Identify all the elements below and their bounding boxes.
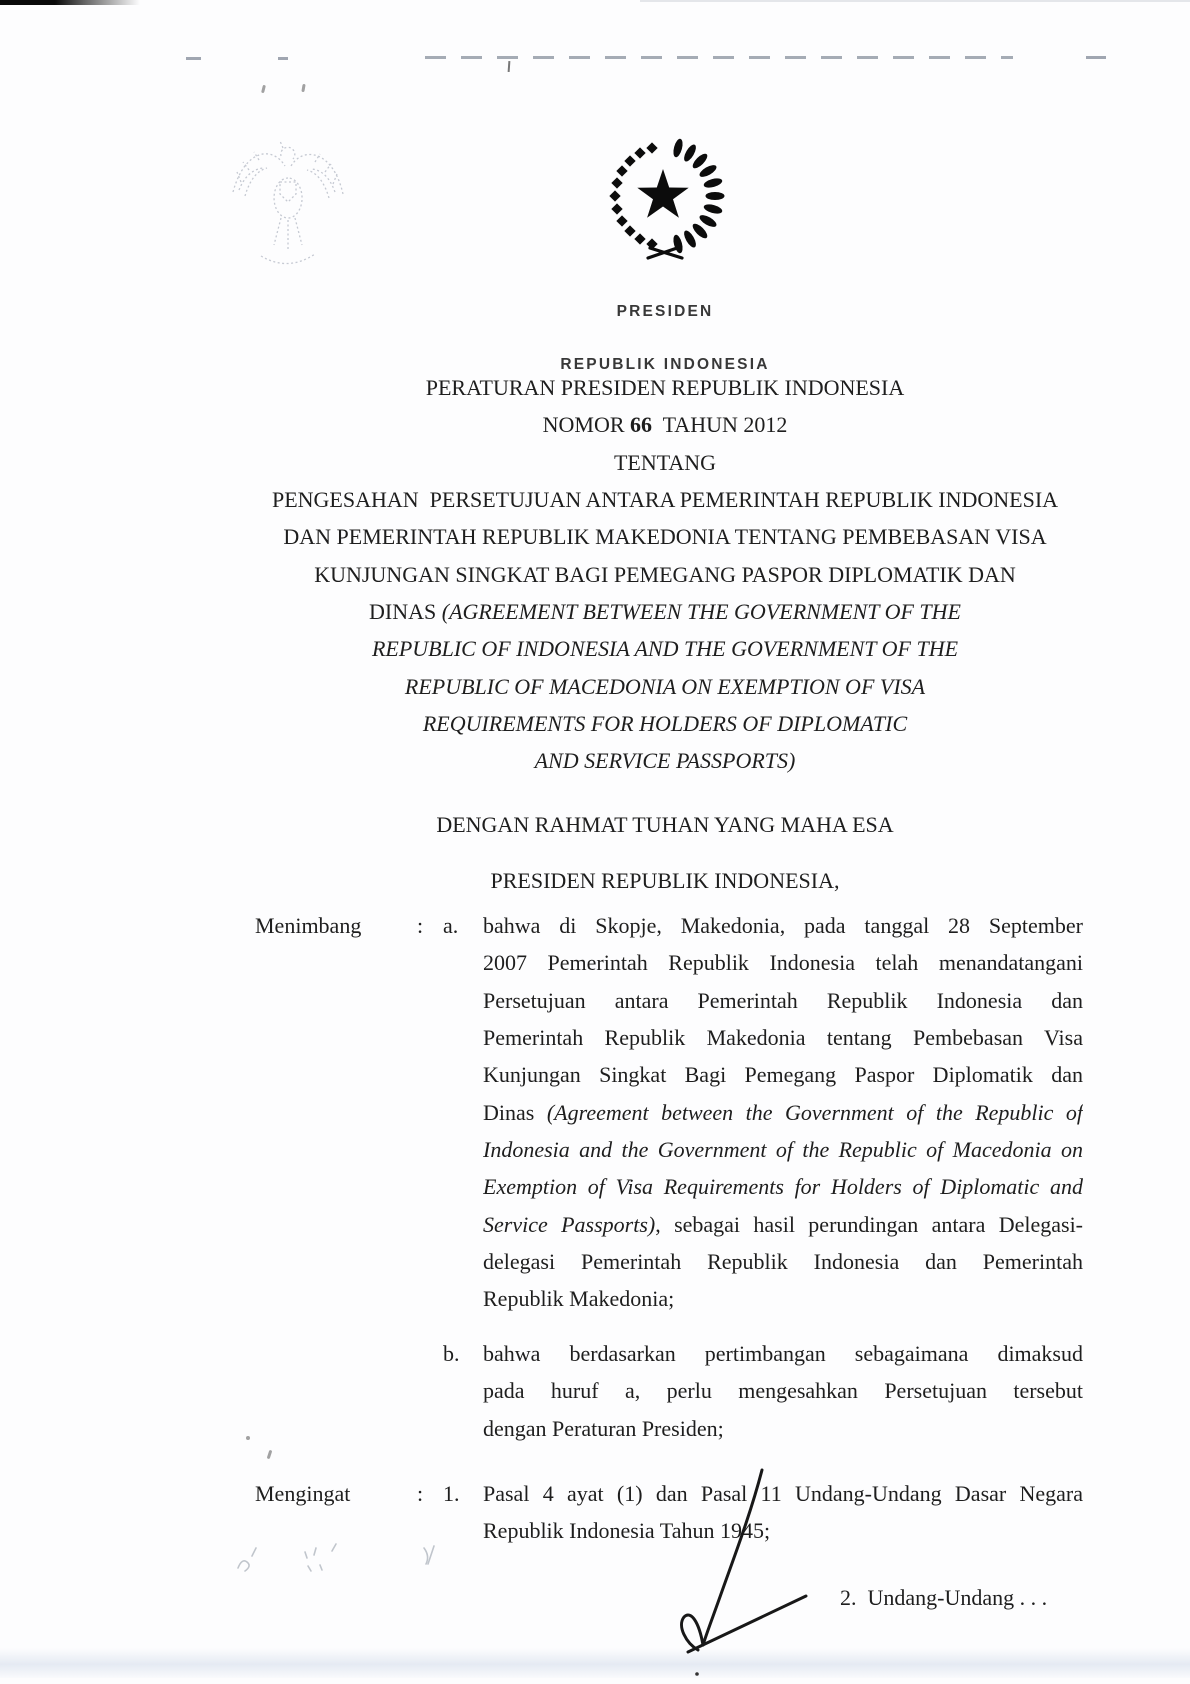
section-colon: : (417, 913, 424, 938)
invocation-line: DENGAN RAHMAT TUHAN YANG MAHA ESA (436, 812, 894, 837)
punch-dash (1086, 56, 1106, 59)
text-line: bahwa di Skopje, Makedonia, pada tanggal 28 September (483, 913, 1083, 938)
text-line: Dinas (Agreement between the Government of the Republic of (483, 1099, 1083, 1125)
text-line: delegasi Pemerintah Republik Indonesia dan Pemerintah (483, 1249, 1083, 1275)
scan-speck (267, 1450, 273, 1459)
text-line: Kunjungan Singkat Bagi Pemegang Paspor Diplomatik dan (483, 1062, 1083, 1088)
scan-edge-artifact (0, 0, 150, 5)
punch-dash (278, 57, 288, 60)
scan-hairline (640, 0, 1190, 2)
text-line: 2007 Pemerintah Republik Indonesia telah menandatangani (483, 950, 1083, 976)
text-line: DINAS (AGREEMENT BETWEEN THE GOVERNMENT OF THE (369, 599, 961, 625)
scan-speck (301, 84, 305, 92)
punch-dash (186, 57, 201, 60)
text-line: REPUBLIC OF INDONESIA AND THE GOVERNMENT OF THE (371, 636, 959, 662)
catchword: 2. Undang-Undang . . . (840, 1585, 1048, 1610)
text-line: PENGESAHAN PERSETUJUAN ANTARA PEMERINTAH REPUBLIK INDONESIA (271, 487, 1059, 513)
text-line: Republik Makedonia; (483, 1286, 675, 1312)
text-line: Persetujuan antara Pemerintah Republik Indonesia dan (483, 987, 1083, 1013)
garuda-watermark (225, 126, 350, 276)
text-line: DAN PEMERINTAH REPUBLIK MAKEDONIA TENTANG PEMBEBASAN VISA (283, 524, 1047, 550)
text-line: REQUIREMENTS FOR HOLDERS OF DIPLOMATIC (422, 711, 908, 737)
text-line: Service Passports), sebagai hasil perundingan antara Delegasi- (483, 1211, 1083, 1237)
letterhead-line-presiden: PRESIDEN (616, 303, 714, 320)
text-line: bahwa berdasarkan pertimbangan sebagaimana dimaksud (483, 1341, 1083, 1366)
perforation-dashed-line (425, 56, 1013, 59)
menimbang-item-b-text (483, 1335, 1083, 1447)
scan-tick (508, 61, 511, 72)
invocation (265, 806, 1065, 843)
star-in-wreath-seal (600, 134, 730, 260)
text-line: PERATURAN PRESIDEN REPUBLIK INDONESIA (425, 375, 905, 400)
text-line: AND SERVICE PASSPORTS) (534, 748, 796, 774)
section-label-mengingat: Mengingat (255, 1481, 351, 1506)
scan-speck (261, 85, 266, 93)
text-line: Indonesia and the Government of the Republic of Macedonia on (483, 1137, 1083, 1163)
scan-speck (246, 1436, 250, 1440)
item-marker-1: 1. (443, 1481, 460, 1506)
menimbang-item-a-text (483, 907, 1083, 1318)
text-line: Pasal 4 ayat (1) dan Pasal 11 Undang-Undang Dasar Negara (483, 1481, 1083, 1506)
issuer (265, 862, 1065, 899)
regulation-title (265, 369, 1065, 780)
section-label-menimbang: Menimbang (255, 913, 362, 938)
text-line: Pemerintah Republik Makedonia tentang Pembebasan Visa (483, 1025, 1083, 1051)
pencil-scribble (238, 1544, 434, 1571)
item-marker-b: b. (443, 1341, 460, 1366)
text-line: Exemption of Visa Requirements for Holders of Diplomatic and (483, 1174, 1083, 1200)
mengingat-item-1-text (483, 1475, 1083, 1550)
text-line: REPUBLIC OF MACEDONIA ON EXEMPTION OF VISA (404, 673, 926, 699)
text-line: TENTANG (613, 449, 717, 475)
text-line: dengan Peraturan Presiden; (483, 1415, 724, 1441)
text-line: KUNJUNGAN SINGKAT BAGI PEMEGANG PASPOR DIPLOMATIK DAN (314, 561, 1016, 587)
section-colon: : (417, 1481, 424, 1506)
item-marker-a: a. (443, 913, 459, 938)
issuer-line: PRESIDEN REPUBLIK INDONESIA, (490, 868, 840, 893)
letterhead-line-republik: REPUBLIK INDONESIA (560, 355, 770, 373)
scan-bottom-tint (0, 1648, 1190, 1678)
text-line: NOMOR 66 TAHUN 2012 (542, 412, 788, 438)
text-line: Republik Indonesia Tahun 1945; (483, 1518, 771, 1544)
text-line: pada huruf a, perlu mengesahkan Persetujuan tersebut (483, 1378, 1083, 1404)
